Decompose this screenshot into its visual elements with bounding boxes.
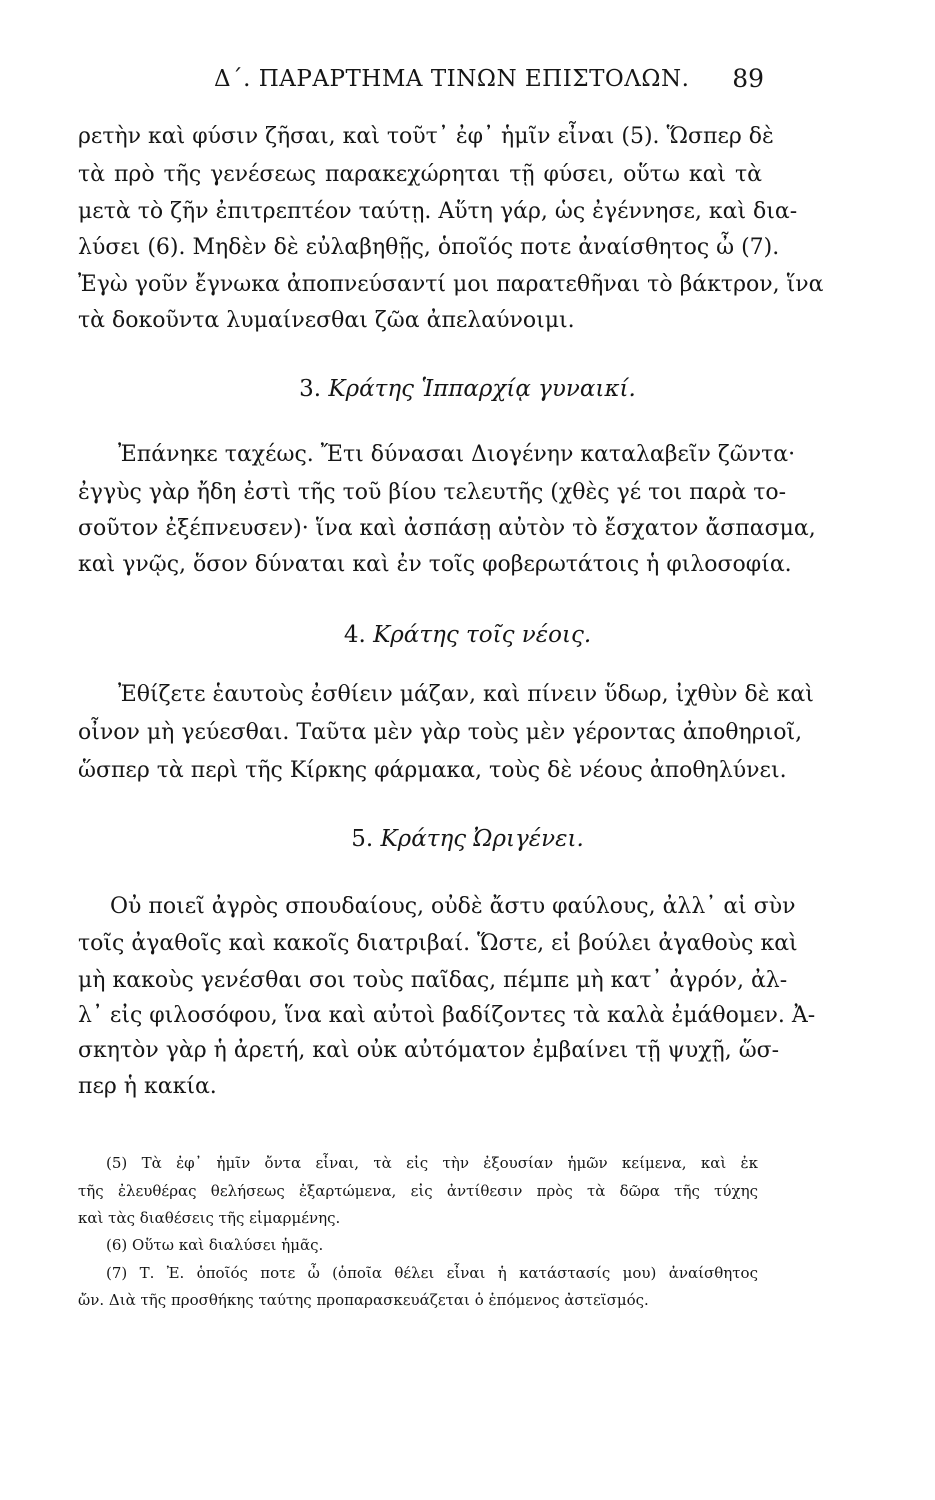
text-line: λύσει (6). Μηδὲν δὲ εὐλαβηθῇς, ὁποῖός ποτε ἀναίσθητος ὦ (7). — [78, 235, 780, 260]
section-number: 4. — [343, 622, 366, 648]
text-line: Ἐθίζετε ἑαυτοὺς ἐσθίειν μάζαν, καὶ πίνειν ὕδωρ, ἰχθὺν δὲ καὶ — [118, 682, 814, 707]
footnote-line: ὤν. Διὰ τῆς προσθήκης ταύτης προπαρασκευάζεται ὁ ἑπόμενος ἀστεϊσμός. — [78, 1291, 649, 1309]
text-line: μετὰ τὸ ζῆν ἐπιτρεπτέον ταύτῃ. Αὕτη γάρ, ὡς ἐγέννησε, καὶ δια- — [78, 199, 798, 224]
text-line: τὰ δοκοῦντα λυμαίνεσθαι ζῶα ἀπελαύνοιμι. — [78, 308, 575, 333]
text-line: τὰ πρὸ τῆς γενέσεως παρακεχώρηται τῇ φύσει, οὕτω καὶ τὰ — [78, 162, 762, 187]
footnote-line: (5) Τὰ ἐφ᾽ ἡμῖν ὄντα εἶναι, τὰ εἰς τὴν ἐξουσίαν ἡμῶν κείμενα, καὶ ἐκ — [106, 1154, 758, 1172]
page-number: 89 — [732, 64, 764, 93]
section-title: Κράτης Ὠριγένει. — [380, 826, 584, 852]
text-line: ἐγγὺς γὰρ ἤδη ἐστὶ τῆς τοῦ βίου τελευτῆς (χθὲς γέ τοι παρὰ το- — [78, 480, 787, 505]
text-line: ρετὴν καὶ φύσιν ζῆσαι, καὶ τοῦτ᾽ ἐφ᾽ ἡμῖν εἶναι (5). Ὥσπερ δὲ — [78, 124, 774, 149]
text-line: περ ἡ κακία. — [78, 1074, 217, 1099]
text-line: οἶνον μὴ γεύεσθαι. Ταῦτα μὲν γὰρ τοὺς μὲν γέροντας ἀποθηριοῖ, — [78, 720, 803, 745]
text-line: Ἐγὼ γοῦν ἔγνωκα ἀποπνεύσαντί μοι παρατεθῆναι τὸ βάκτρον, ἵνα — [78, 272, 824, 297]
text-line: Οὐ ποιεῖ ἀγρὸς σπουδαίους, οὐδὲ ἄστυ φαύλους, ἀλλ᾽ αἱ σὺν — [110, 894, 796, 919]
text-line: σκητὸν γὰρ ἡ ἀρετή, καὶ οὐκ αὐτόματον ἐμβαίνει τῇ ψυχῇ, ὥσ- — [78, 1038, 780, 1063]
text-line: σοῦτον ἐξέπνευσεν)· ἵνα καὶ ἀσπάσῃ αὐτὸν τὸ ἔσχατον ἄσπασμα, — [78, 516, 816, 541]
footnote-line: (7) Τ. Ἐ. ὁποῖός ποτε ὦ (ὁποῖα θέλει εἶναι ἡ κατάστασίς μου) ἀναίσθητος — [106, 1264, 758, 1282]
section-title: Κράτης τοῖς νέοις. — [373, 622, 592, 648]
section-heading — [0, 376, 935, 402]
footnote-line: καὶ τὰς διαθέσεις τῆς εἱμαρμένης. — [78, 1209, 341, 1227]
running-title: Δ΄. ΠΑΡΑΡΤΗΜΑ ΤΙΝΩΝ ΕΠΙΣΤΟΛΩΝ. — [214, 66, 690, 92]
text-line: καὶ γνῷς, ὅσον δύναται καὶ ἐν τοῖς φοβερωτάτοις ἡ φιλοσοφία. — [78, 552, 792, 577]
text-line: λ᾽ εἰς φιλοσόφου, ἵνα καὶ αὐτοὶ βαδίζοντες τὰ καλὰ ἐμάθομεν. Ἀ- — [78, 1003, 816, 1028]
section-title: Κράτης Ἱππαρχίᾳ γυναικί. — [328, 376, 636, 402]
text-line: τοῖς ἀγαθοῖς καὶ κακοῖς διατριβαί. Ὥστε, εἰ βούλει ἀγαθοὺς καὶ — [78, 931, 798, 956]
section-number: 3. — [299, 376, 322, 402]
section-heading — [0, 622, 935, 648]
text-line: ὥσπερ τὰ περὶ τῆς Κίρκης φάρμακα, τοὺς δὲ νέους ἀποθηλύνει. — [78, 758, 787, 783]
text-line: Ἐπάνηκε ταχέως. Ἔτι δύνασαι Διογένην καταλαβεῖν ζῶντα· — [118, 442, 796, 467]
section-heading — [0, 826, 935, 852]
section-number: 5. — [351, 826, 374, 852]
text-line: μὴ κακοὺς γενέσθαι σοι τοὺς παῖδας, πέμπε μὴ κατ᾽ ἀγρόν, ἀλ- — [78, 968, 788, 993]
footnote-line: τῆς ἐλευθέρας θελήσεως ἐξαρτώμενα, εἰς ἀντίθεσιν πρὸς τὰ δῶρα τῆς τύχης — [78, 1182, 758, 1200]
page-header — [78, 66, 764, 106]
footnote-line: (6) Οὕτω καὶ διαλύσει ἡμᾶς. — [106, 1236, 324, 1254]
